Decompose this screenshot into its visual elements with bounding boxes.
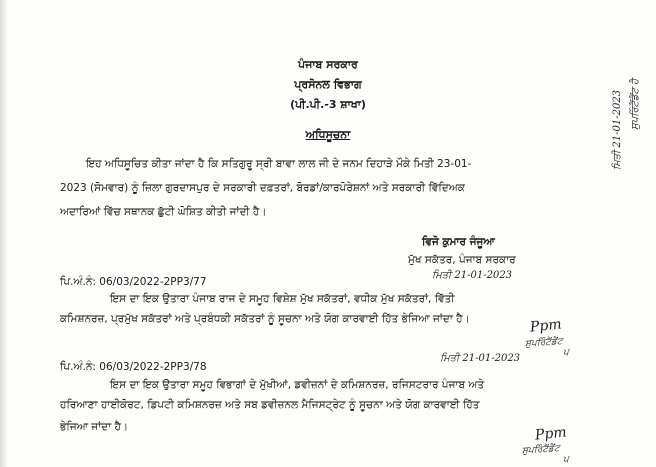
endorsement-1-sign-title: ਸੁਪਰਿੰਟੈਂਡੈਂਟ — [524, 336, 563, 350]
header-govt: ਪੰਜਾਬ ਸਰਕਾਰ — [298, 58, 358, 71]
signatory-designation: ਮੁੱਖ ਸਕੱਤਰ, ਪੰਜਾਬ ਸਰਕਾਰ — [408, 254, 516, 266]
endorsement-2-sign-title: ਸੁਪਰਿੰਟੈਂਡੈਂਟ — [521, 443, 560, 457]
signatory-date: ਮਿਤੀ 21-01-2023 — [432, 270, 513, 281]
header-branch: (ਪੀ.ਪੀ.-3 ਸ਼ਾਖਾ) — [290, 98, 366, 111]
notification-line-3: ਅਦਾਰਿਆਂ ਵਿੱਚ ਸਥਾਨਕ ਛੁੱਟੀ ਘੋਸ਼ਿਤ ਕੀਤੀ ਜਾਂਦੀ ਹੈ। — [60, 206, 267, 218]
notification-line-1: ਇਹ ਅਧਿਸੂਚਿਤ ਕੀਤਾ ਜਾਂਦਾ ਹੈ ਕਿ ਸਤਿਗੁਰੂ ਸ੍ਰੀ ਬਾਵਾ ਲਾਲ ਜੀ ਦੇ ਜਨਮ ਦਿਹਾੜੇ ਮੌਕੇ ਮਿਤੀ 23-01- — [86, 158, 472, 170]
notification-line-2: 2023 (ਸੋਮਵਾਰ) ਨੂੰ ਜ਼ਿਲਾ ਗੁਰਦਾਸਪੁਰ ਦੇ ਸਰਕਾਰੀ ਦਫ਼ਤਰਾਂ, ਬੋਰਡਾਂ/ਕਾਰਪੋਰੇਸ਼ਨਾਂ ਅਤੇ ਸਰਕਾਰੀ ਵਿੱਦਿਅਕ — [60, 182, 465, 194]
endorsement-2-line-3: ਭੇਜਿਆ ਜਾਂਦਾ ਹੈ। — [60, 421, 129, 433]
margin-note-title: ਸੁਪਰਿੰਟੈਂਡੈਂਟ ਹੈ — [630, 78, 641, 130]
margin-note-date: ਮਿਤੀ 21-01-2023 — [612, 89, 623, 170]
endorsement-2-ref: ਪਿ.ਅੰ.ਨੰ: 06/03/2022-2PP3/78 — [60, 361, 207, 373]
endorsement-2-line-1: ਇਸ ਦਾ ਇਕ ਉਤਾਰਾ ਸਮੂਹ ਵਿਭਾਗਾਂ ਦੇ ਮੁੱਖੀਆਂ, ਡਵੀਜ਼ਨਾਂ ਦੇ ਕਮਿਸ਼ਨਰਜ਼, ਰਜਿਸਟਰਾਰ ਪੰਜਾਬ ਅਤੇ — [110, 379, 485, 391]
notification-title: ਅਧਿਸੂਚਨਾ — [305, 128, 351, 141]
endorsement-1-signature: Ppm — [529, 316, 563, 336]
header-dept: ਪ੍ਰਸੋਨਲ ਵਿਭਾਗ — [294, 78, 362, 91]
endorsement-2-signature: Ppm — [534, 424, 568, 444]
endorsement-1-line-2: ਕਮਿਸ਼ਨਰਜ਼, ਪ੍ਰਮੁੱਖ ਸਕੱਤਰਾਂ ਅਤੇ ਪ੍ਰਬੰਧਕੀ ਸਕੱਤਰਾਂ ਨੂੰ ਸੂਚਨਾ ਅਤੇ ਯੋਗ ਕਾਰਵਾਈ ਹਿੱਤ ਭੇਜਿਆ ਜਾਂਦਾ ਹੈ। — [60, 313, 470, 325]
endorsement-1-ref: ਪਿ.ਅੰ.ਨੰ: 06/03/2022-2PP3/77 — [60, 276, 207, 288]
endorsement-2-sign-suffix: ਪ — [562, 454, 570, 466]
endorsement-2-date: ਮਿਤੀ 21-01-2023 — [440, 353, 521, 364]
signatory-name: ਵਿਜੋ ਕੁਮਾਰ ਜੰਜੂਆ — [422, 236, 495, 248]
endorsement-1-sign-suffix: ਪ — [562, 347, 570, 359]
endorsement-1-line-1: ਇਸ ਦਾ ਇਕ ਉਤਾਰਾ ਪੰਜਾਬ ਰਾਜ ਦੇ ਸਮੂਹ ਵਿਸ਼ੇਸ਼ ਮੁੱਖ ਸਕੱਤਰਾਂ, ਵਧੀਕ ਮੁੱਖ ਸਕੱਤਰਾਂ, ਵਿੱਤੀ — [110, 293, 455, 305]
endorsement-2-line-2: ਹਰਿਆਣਾ ਹਾਈਕੋਰਟ, ਡਿਪਟੀ ਕਮਿਸ਼ਨਰਜ਼ ਅਤੇ ਸਬ ਡਵੀਜ਼ਨਲ ਮੈਜਿਸਟ੍ਰੇਟ ਨੂੰ ਸੂਚਨਾ ਅਤੇ ਯੋਗ ਕਾਰਵਾਈ ਹਿੱਤ — [60, 399, 480, 411]
